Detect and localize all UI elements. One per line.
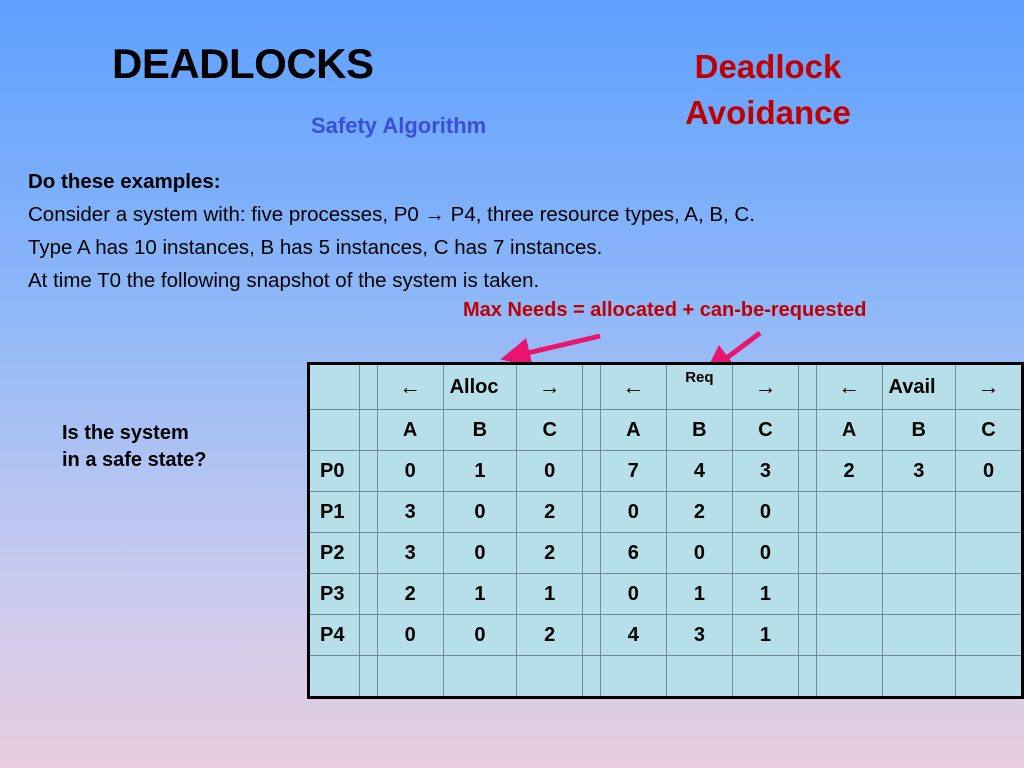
- intro-text: Do these examples:: [28, 170, 221, 193]
- spacer-cell: [798, 364, 816, 410]
- column-header: C: [733, 410, 799, 451]
- req-cell: 1: [666, 574, 732, 615]
- alloc-cell: [517, 656, 583, 698]
- spacer-cell: [359, 410, 377, 451]
- table-row: [309, 574, 1023, 615]
- avail-cell: [816, 533, 882, 574]
- column-header: C: [517, 410, 583, 451]
- section-subtitle: [668, 44, 868, 136]
- req-cell: 0: [733, 533, 799, 574]
- avail-cell: [882, 533, 956, 574]
- alloc-cell: 0: [377, 451, 443, 492]
- process-label: [309, 656, 360, 698]
- process-label: P0: [309, 451, 360, 492]
- avail-cell: [816, 574, 882, 615]
- spacer-cell: [583, 615, 601, 656]
- alloc-cell: 0: [443, 492, 517, 533]
- req-cell: 1: [733, 615, 799, 656]
- spacer-cell: [798, 492, 816, 533]
- resource-snapshot-table: [307, 362, 1024, 699]
- spacer-cell: [359, 533, 377, 574]
- req-cell: 0: [733, 492, 799, 533]
- req-cell: 3: [733, 451, 799, 492]
- spacer-cell: [359, 615, 377, 656]
- req-cell: 3: [666, 615, 732, 656]
- alloc-cell: 0: [377, 615, 443, 656]
- alloc-right-arrow-icon: →: [517, 364, 583, 410]
- avail-cell: [956, 615, 1023, 656]
- avail-left-arrow-icon: ←: [816, 364, 882, 410]
- req-cell: 1: [733, 574, 799, 615]
- spacer-cell: [798, 615, 816, 656]
- req-cell: [666, 656, 732, 698]
- column-header: A: [816, 410, 882, 451]
- avail-cell: 3: [882, 451, 956, 492]
- spacer-cell: [583, 533, 601, 574]
- arrow-to-alloc: [515, 336, 600, 356]
- description-line-3: At time T0 the following snapshot of the system is taken.: [28, 269, 540, 292]
- spacer-cell: [583, 574, 601, 615]
- alloc-cell: 1: [443, 451, 517, 492]
- column-header-row: [309, 410, 1023, 451]
- corner-cell: [309, 410, 360, 451]
- process-label: P2: [309, 533, 360, 574]
- column-header: B: [666, 410, 732, 451]
- description-line-2: Type A has 10 instances, B has 5 instances, C has 7 instances.: [28, 236, 603, 259]
- max-needs-annotation: Max Needs = allocated + can-be-requested: [463, 299, 867, 321]
- avail-cell: 2: [816, 451, 882, 492]
- alloc-cell: [377, 656, 443, 698]
- alloc-cell: 0: [443, 533, 517, 574]
- process-label: P4: [309, 615, 360, 656]
- alloc-cell: 2: [377, 574, 443, 615]
- question-line-2: in a safe state?: [62, 449, 207, 471]
- req-cell: 0: [600, 574, 666, 615]
- table-row: [309, 533, 1023, 574]
- avail-cell: [882, 615, 956, 656]
- req-left-arrow-icon: ←: [600, 364, 666, 410]
- column-header: B: [882, 410, 956, 451]
- req-cell: 0: [600, 492, 666, 533]
- spacer-cell: [798, 451, 816, 492]
- req-right-arrow-icon: →: [733, 364, 799, 410]
- avail-cell: [956, 533, 1023, 574]
- avail-cell: [956, 574, 1023, 615]
- spacer-cell: [583, 410, 601, 451]
- avail-cell: [882, 492, 956, 533]
- avail-cell: [882, 656, 956, 698]
- spacer-cell: [359, 492, 377, 533]
- table-row: [309, 615, 1023, 656]
- spacer-cell: [359, 656, 377, 698]
- alloc-cell: 2: [517, 615, 583, 656]
- column-header: A: [377, 410, 443, 451]
- spacer-cell: [359, 574, 377, 615]
- avail-header: Avail: [882, 364, 956, 410]
- spacer-cell: [798, 410, 816, 451]
- safe-state-question: [62, 420, 207, 474]
- group-header-row: [309, 364, 1023, 410]
- column-header: C: [956, 410, 1023, 451]
- avail-cell: 0: [956, 451, 1023, 492]
- req-cell: 4: [600, 615, 666, 656]
- table-row: [309, 451, 1023, 492]
- avail-cell: [816, 656, 882, 698]
- req-cell: 0: [666, 533, 732, 574]
- alloc-cell: 2: [517, 492, 583, 533]
- subtitle-line-2: Avoidance: [685, 94, 851, 131]
- table-row: [309, 656, 1023, 698]
- avail-cell: [816, 492, 882, 533]
- avail-right-arrow-icon: →: [956, 364, 1023, 410]
- req-cell: 2: [666, 492, 732, 533]
- spacer-cell: [798, 574, 816, 615]
- alloc-cell: 2: [517, 533, 583, 574]
- column-header: A: [600, 410, 666, 451]
- topic-heading: Safety Algorithm: [311, 113, 487, 138]
- avail-cell: [882, 574, 956, 615]
- alloc-cell: 0: [443, 615, 517, 656]
- req-cell: 7: [600, 451, 666, 492]
- column-header: B: [443, 410, 517, 451]
- alloc-cell: 3: [377, 533, 443, 574]
- spacer-cell: [583, 451, 601, 492]
- spacer-cell: [798, 656, 816, 698]
- req-header: Req: [666, 364, 732, 410]
- avail-cell: [956, 492, 1023, 533]
- spacer-cell: [359, 451, 377, 492]
- alloc-cell: 1: [443, 574, 517, 615]
- alloc-cell: 1: [517, 574, 583, 615]
- spacer-cell: [583, 364, 601, 410]
- corner-cell: [309, 364, 360, 410]
- description-line-1: Consider a system with: five processes, P0 → P4, three resource types, A, B, C.: [28, 203, 755, 226]
- avail-cell: [816, 615, 882, 656]
- spacer-cell: [359, 364, 377, 410]
- alloc-cell: 3: [377, 492, 443, 533]
- req-cell: [600, 656, 666, 698]
- table-row: [309, 492, 1023, 533]
- req-cell: 6: [600, 533, 666, 574]
- table-body: [309, 451, 1023, 698]
- alloc-left-arrow-icon: ←: [377, 364, 443, 410]
- process-label: P3: [309, 574, 360, 615]
- spacer-cell: [798, 533, 816, 574]
- alloc-cell: 0: [517, 451, 583, 492]
- spacer-cell: [583, 656, 601, 698]
- page-title: DEADLOCKS: [112, 40, 374, 87]
- question-line-1: Is the system: [62, 422, 189, 444]
- subtitle-line-1: Deadlock: [694, 48, 842, 85]
- process-label: P1: [309, 492, 360, 533]
- avail-cell: [956, 656, 1023, 698]
- req-cell: [733, 656, 799, 698]
- alloc-cell: [443, 656, 517, 698]
- spacer-cell: [583, 492, 601, 533]
- req-cell: 4: [666, 451, 732, 492]
- alloc-header: Alloc: [443, 364, 517, 410]
